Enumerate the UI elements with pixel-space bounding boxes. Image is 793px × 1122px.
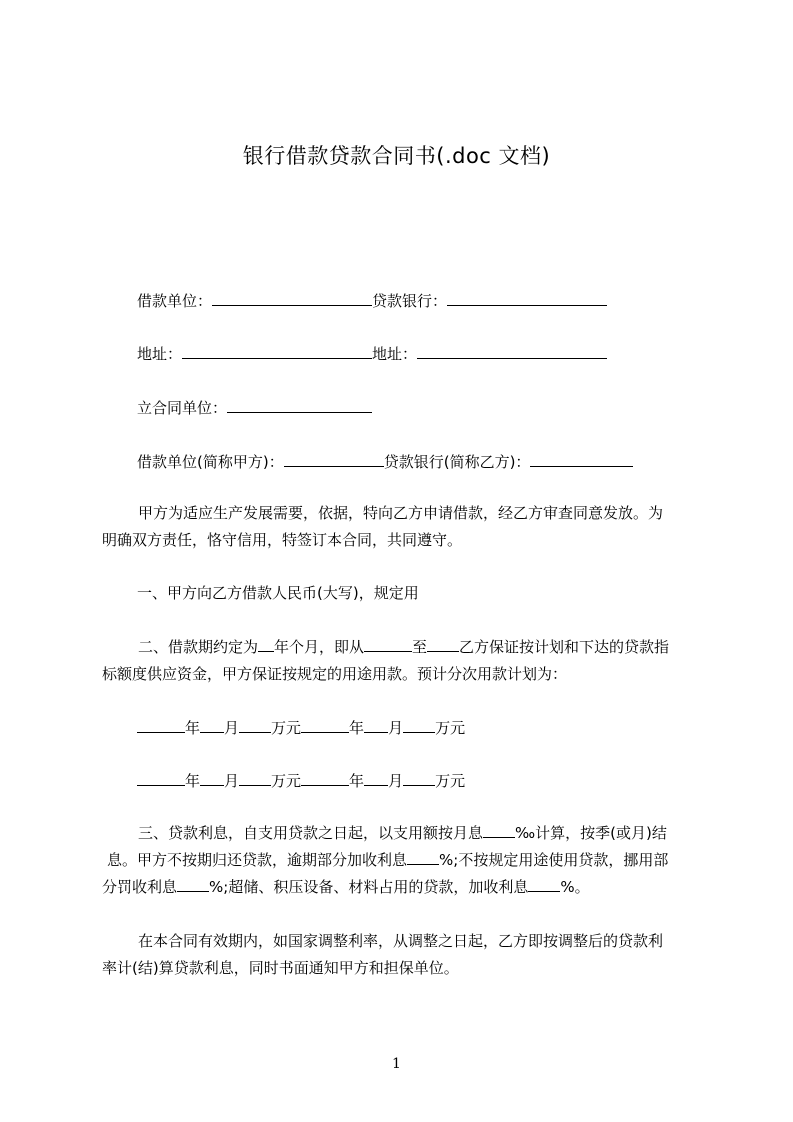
- schedule-blank[interactable]: [403, 770, 435, 786]
- clause2-line2: 标额度供应资金，甲方保证按规定的用途用款。预计分次用款计划为：: [102, 665, 568, 683]
- clause3-c3: %。: [560, 878, 590, 896]
- address2-label: 地址：: [372, 345, 418, 363]
- year-label: 年: [349, 719, 365, 737]
- start-date-blank[interactable]: [364, 636, 412, 652]
- schedule-blank[interactable]: [200, 717, 224, 733]
- clause-1: 一、甲方向乙方借款人民币(大写)，规定用: [137, 584, 419, 602]
- lender-label: 贷款银行：: [372, 292, 448, 310]
- document-title: 银行借款贷款合同书(.doc 文档): [242, 144, 551, 168]
- clause2-p1: 二、借款期约定为: [138, 638, 259, 656]
- schedule-blank[interactable]: [239, 717, 271, 733]
- borrower-short-blank[interactable]: [284, 451, 384, 467]
- month-label: 月: [224, 772, 240, 790]
- lender-short-label: 贷款银行(简称乙方)：: [383, 453, 531, 471]
- schedule-blank[interactable]: [301, 717, 349, 733]
- intro-line1: 甲方为适应生产发展需要，依据，特向乙方申请借款，经乙方审查同意发放。为: [138, 504, 664, 522]
- schedule-blank[interactable]: [137, 770, 185, 786]
- clause3-b1: 息。甲方不按期归还贷款，逾期部分加收利息: [107, 851, 408, 869]
- clause-2: [102, 634, 702, 688]
- clause2-p4: 乙方保证按计划和下达的贷款指: [459, 638, 670, 656]
- year-label: 年: [185, 772, 201, 790]
- amount-label: 万元: [435, 719, 466, 737]
- year-label: 年: [349, 772, 365, 790]
- clause-4: [102, 928, 702, 982]
- clause3-a1: 三、贷款利息，自支用贷款之日起，以支用额按月息: [138, 824, 484, 842]
- amount-label: 万元: [271, 719, 302, 737]
- schedule-blank[interactable]: [364, 717, 388, 733]
- amount-label: 万元: [435, 772, 466, 790]
- clause3-a2: ‰计算，按季(或月)结: [515, 824, 667, 842]
- address1-blank[interactable]: [182, 343, 372, 359]
- schedule-row-1: [137, 717, 465, 739]
- clause2-p3: 至: [412, 638, 428, 656]
- witness-row: [137, 397, 372, 419]
- penalty-rate-blank[interactable]: [177, 876, 209, 892]
- address1-label: 地址：: [137, 345, 183, 363]
- clause-3: [102, 820, 702, 901]
- borrower-short-label: 借款单位(简称甲方)：: [137, 453, 284, 471]
- month-label: 月: [224, 719, 240, 737]
- address2-blank[interactable]: [417, 343, 607, 359]
- clause3-b2: %;不按规定用途使用贷款，挪用部: [439, 851, 669, 869]
- lender-blank[interactable]: [447, 290, 607, 306]
- address-row: [137, 343, 607, 365]
- overdue-rate-blank[interactable]: [407, 849, 439, 865]
- schedule-blank[interactable]: [301, 770, 349, 786]
- amount-label: 万元: [271, 772, 302, 790]
- short-names-row: [137, 451, 633, 473]
- borrower-label: 借款单位：: [137, 292, 213, 310]
- term-blank[interactable]: [258, 636, 274, 652]
- year-label: 年: [185, 719, 201, 737]
- schedule-blank[interactable]: [239, 770, 271, 786]
- intro-line2: 明确双方责任，恪守信用，特签订本合同，共同遵守。: [102, 531, 463, 549]
- schedule-blank[interactable]: [200, 770, 224, 786]
- schedule-row-2: [137, 770, 465, 792]
- schedule-blank[interactable]: [137, 717, 185, 733]
- borrower-lender-row: [137, 290, 607, 312]
- schedule-blank[interactable]: [364, 770, 388, 786]
- witness-label: 立合同单位：: [137, 399, 228, 417]
- borrower-blank[interactable]: [212, 290, 372, 306]
- intro-paragraph: [102, 500, 702, 554]
- page-number: 1: [392, 1056, 401, 1072]
- clause4-line2: 率计(结)算贷款利息，同时书面通知甲方和担保单位。: [102, 959, 459, 977]
- lender-short-blank[interactable]: [530, 451, 633, 467]
- clause3-c1: 分罚收利息: [102, 878, 178, 896]
- witness-blank[interactable]: [227, 397, 372, 413]
- clause4-line1: 在本合同有效期内，如国家调整利率，从调整之日起，乙方即按调整后的贷款利: [138, 932, 664, 950]
- clause2-p2: 年个月，即从: [274, 638, 365, 656]
- monthly-rate-blank[interactable]: [483, 822, 515, 838]
- month-label: 月: [388, 772, 404, 790]
- clause3-c2: %;超储、积压设备、材料占用的贷款，加收利息: [209, 878, 529, 896]
- schedule-blank[interactable]: [403, 717, 435, 733]
- surcharge-rate-blank[interactable]: [528, 876, 560, 892]
- month-label: 月: [388, 719, 404, 737]
- end-date-blank[interactable]: [427, 636, 459, 652]
